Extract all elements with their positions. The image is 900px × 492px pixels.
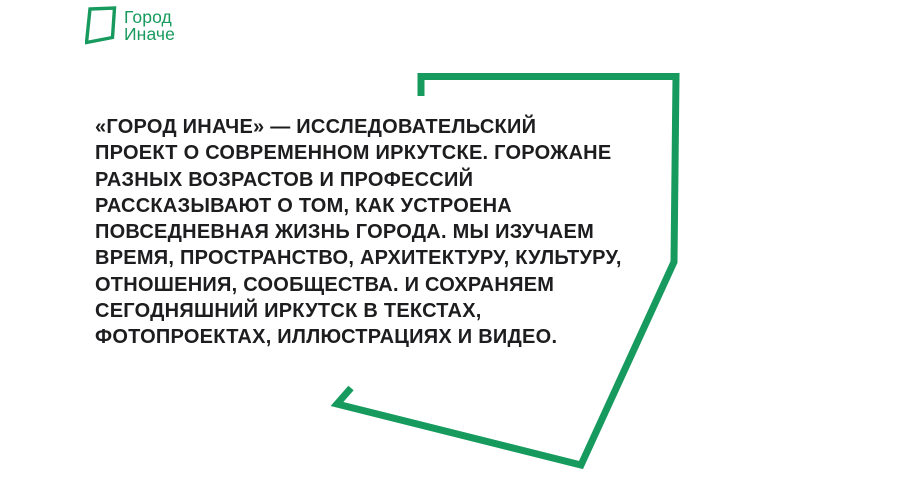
description-line: ПОВСЕДНЕВНАЯ ЖИЗНЬ ГОРОДА. МЫ ИЗУЧАЕМ (95, 221, 594, 244)
description-line: ОТНОШЕНИЯ, СООБЩЕСТВА. И СОХРАНЯЕМ (95, 273, 555, 296)
description-line: ВРЕМЯ, ПРОСТРАНСТВО, АРХИТЕКТУРУ, КУЛЬТУРУ, (95, 247, 622, 270)
site-logo[interactable] (85, 6, 175, 46)
description-line: «ГОРОД ИНАЧЕ» — ИССЛЕДОВАТЕЛЬСКИЙ (95, 116, 537, 138)
logo-word-line1: Город (124, 7, 172, 27)
description-line: РАССКАЗЫВАЮТ О ТОМ, КАК УСТРОЕНА (95, 194, 513, 217)
description-line: ПРОЕКТ О СОВРЕМЕННОМ ИРКУТСКЕ. ГОРОЖАНЕ (95, 142, 612, 165)
logo-wordmark (124, 6, 175, 42)
logo-word-line2: Иначе (124, 23, 175, 44)
logo-skewed-page-icon (85, 6, 117, 46)
description-line: РАЗНЫХ ВОЗРАСТОВ И ПРОФЕССИЙ (95, 168, 474, 191)
description-line: ФОТОПРОЕКТАХ, ИЛЛЮСТРАЦИЯХ И ВИДЕО. (95, 326, 558, 349)
description-line: СЕГОДНЯШНИЙ ИРКУТСК В ТЕКСТАХ, (95, 300, 482, 323)
project-description (95, 114, 655, 351)
